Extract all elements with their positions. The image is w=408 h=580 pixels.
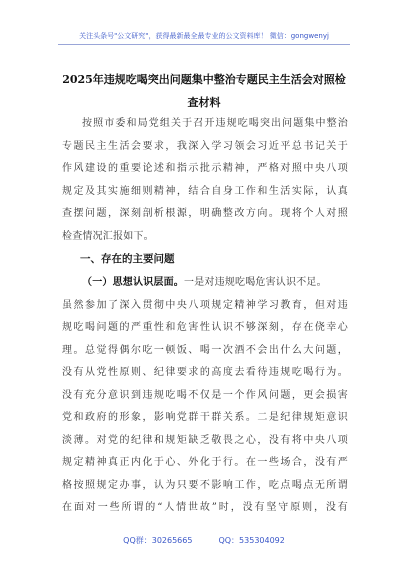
intro-paragraph xyxy=(62,113,348,248)
para-line: 没有从党性原则、纪律要求的高度去看待违规吃喝行为。 xyxy=(62,367,348,378)
header-divider xyxy=(58,44,350,45)
footer-qq-group: QQ群：30265665 xyxy=(123,536,193,545)
intro-line: 查摆问题，深刻剖析根源，明确整改方向。现将个人对照 xyxy=(62,208,348,219)
section-heading: 一、存在的主要问题 xyxy=(80,253,175,265)
footer-qq: QQ：535304092 xyxy=(218,536,285,545)
para-line: 党和政府的形象，影响党群干群关系。二是纪律规矩意识 xyxy=(62,412,348,423)
document-title xyxy=(60,68,348,114)
intro-line: 专题民主生活会要求，我深入学习领会习近平总书记关于 xyxy=(62,140,348,152)
intro-line: 按照市委和局党组关于召开违规吃喝突出问题集中整治 xyxy=(82,118,348,129)
title-line: 查材料 xyxy=(187,96,221,109)
para-line: 格按照规定办事，认为只要不影响工作，吃点喝点无所谓 xyxy=(62,479,348,491)
para-line: 在面对一些所谓的“人情世故”时，没有坚守原则，没有 xyxy=(62,502,348,513)
para-line: 虽然参加了深入贯彻中央八项规定精神学习教育，但对违 xyxy=(62,299,348,311)
sub-heading: （一）思想认识层面。 xyxy=(82,277,184,288)
para-line: 没有充分意识到违规吃喝不仅是一个作风问题，更会损害 xyxy=(62,389,348,401)
para-line: 理。总觉得偶尔吃一顿饭、喝一次酒不会出什么大问题， xyxy=(62,344,348,356)
intro-line: 作风建设的重要论述和指示批示精神，严格对照中央八项 xyxy=(62,163,348,174)
intro-line: 检查情况汇报如下。 xyxy=(62,230,154,242)
footer-contacts xyxy=(0,535,408,546)
para-line: 规吃喝问题的严重性和危害性认识不够深刻，存在侥幸心 xyxy=(62,322,348,333)
para-line: 淡薄。对党的纪律和规矩缺乏敬畏之心，没有将中央八项 xyxy=(62,434,348,446)
problem-paragraph xyxy=(62,272,348,520)
para-first-line xyxy=(62,272,348,295)
intro-line: 规定及其实施细则精神，结合自身工作和生活实际，认真 xyxy=(62,185,348,197)
para-line: 规定精神真正内化于心、外化于行。在一些场合，没有严 xyxy=(62,457,348,468)
header-banner: 关注头条号"公文研究"，获得最新最全最专业的公文资料库！ 微信：gongwenyj xyxy=(79,32,329,40)
title-line: 2025年违规吃喝突出问题集中整治专题民主生活会对照检 xyxy=(62,73,346,86)
para-first-line-text: 一是对违规吃喝危害认识不足。 xyxy=(184,277,327,288)
